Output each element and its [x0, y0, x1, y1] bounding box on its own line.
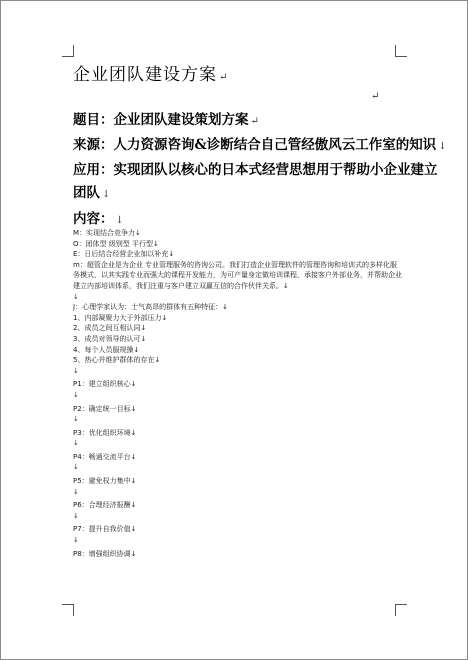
line-break-mark: ↓	[73, 511, 79, 520]
crop-mark-top-left	[62, 45, 74, 57]
line-break-mark: ↓	[438, 141, 447, 152]
intro-paragraph: m：超管企业是为企业 专业管理服务的咨询公司。我们打造企业管理软件的管理咨询和培训式的多样化服务模式，以其实践专业而强大的课程开发能力，为可产量身定做培训课程，承接客户外部业务，并帮助企业建立内部培训体系，我们注重与客户建立双赢互信的合作伙伴关系。↓	[73, 260, 402, 290]
line-break-mark: ↓	[102, 189, 111, 200]
line-break-mark: ↓	[73, 366, 79, 375]
p-item: P3：优化组织环境↓	[73, 428, 137, 437]
p-item: P8：增强组织协调↓	[73, 549, 137, 558]
line-break-mark: ↓	[115, 215, 124, 226]
crop-mark-top-right	[395, 45, 407, 57]
topic-heading: 题目：企业团队建设策划方案 ↵	[73, 112, 259, 128]
body-line-e: E：日后结合经营企业加以补充↓	[73, 250, 175, 259]
trait-item: 3、成员对领导的认可↓	[73, 334, 147, 343]
trait-item: 5、热心并维护群体的存在↓	[73, 356, 161, 365]
document-body	[73, 228, 403, 559]
application-heading: 应用：实现团队以核心的日本式经营思想用于帮助小企业建立	[73, 162, 438, 178]
line-break-mark: ↓	[73, 415, 79, 424]
trait-item: 1、内部凝聚力大于外部压力↓	[73, 313, 168, 322]
line-break-mark: ↓	[73, 536, 79, 545]
p-item: P1：建立组织核心↓	[73, 380, 137, 389]
trait-item: 2、成员之间互相认同↓	[73, 324, 147, 333]
trait-item: 4、每个人员服规操↓	[73, 345, 140, 354]
p-item: P5：避免权力集中↓	[73, 477, 137, 486]
p-item: P7：提升自我价值↓	[73, 525, 137, 534]
application-heading-cont: 团队 ↓	[73, 185, 111, 201]
line-break-mark: ↓	[73, 390, 79, 399]
content-heading: 内容： ↓	[73, 211, 124, 227]
paragraph-mark: ↵	[219, 72, 229, 83]
body-line-m: M：实现结合竞争力↓	[73, 229, 141, 237]
p-item: P6：合理经济报酬↓	[73, 501, 137, 510]
document-title: 企业团队建设方案 ↵	[73, 65, 229, 85]
paragraph-mark: ↵	[371, 91, 380, 102]
crop-mark-bottom-left	[62, 604, 74, 616]
line-break-mark: ↓	[73, 292, 79, 301]
p-item: P4：畅通交流平台↓	[73, 452, 137, 461]
paragraph-mark: ↵	[250, 116, 259, 127]
line-break-mark: ↓	[73, 487, 79, 496]
body-line-o: O：团体型 级别型 平行型↓	[73, 239, 159, 248]
traits-heading: J：心理学家认为：士气高昂的群体有五种特征：↓	[73, 303, 228, 312]
p-item: P2：确定统一目标↓	[73, 404, 137, 413]
source-heading: 来源：人力资源咨询&诊断结合自己管经傲风云工作室的知识 ↓	[73, 137, 447, 153]
crop-mark-bottom-right	[395, 604, 407, 616]
line-break-mark: ↓	[73, 439, 79, 448]
line-break-mark: ↓	[73, 463, 79, 472]
